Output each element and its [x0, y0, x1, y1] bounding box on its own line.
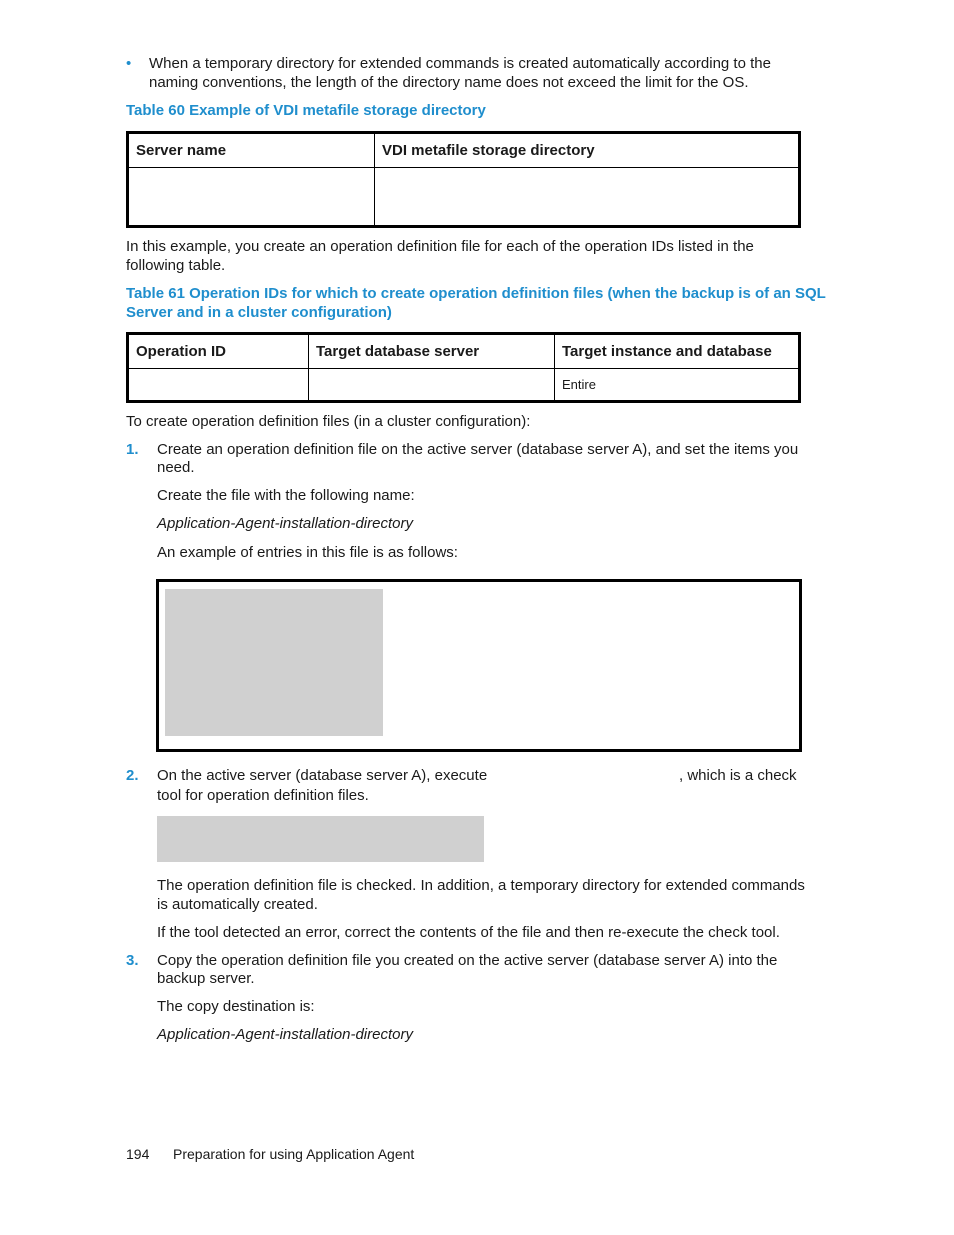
table61-header-target-server: Target database server [309, 334, 555, 369]
procedure-intro: To create operation definition files (in a cluster configuration): [126, 413, 531, 430]
table61-header-operation-id: Operation ID [128, 334, 309, 369]
table61-cell: Entire [555, 369, 800, 402]
bullet-text-line2: naming conventions, the length of the directory name does not exceed the limit for the OS. [149, 74, 749, 91]
table-row [128, 369, 800, 402]
step1-line1: Create an operation definition file on the active server (database server A), and set the items you [157, 441, 799, 458]
table60-caption: Table 60 Example of VDI metafile storage directory [126, 102, 486, 119]
intro-line1: In this example, you create an operation definition file for each of the operation IDs listed in the [126, 238, 754, 255]
step2-line1-left: On the active server (database server A), execute [157, 767, 488, 784]
table61-caption-line1: Table 61 Operation IDs for which to create operation definition files (when the backup is of an SQL [126, 285, 826, 302]
step2-number: 2. [126, 767, 139, 784]
step3-line1: Copy the operation definition file you created on the active server (database server A) into the [157, 952, 778, 969]
step1-line2: need. [157, 459, 195, 476]
step1-number: 1. [126, 441, 139, 458]
bullet-text-line1: When a temporary directory for extended commands is created automatically according to the [149, 55, 771, 72]
step1-p2: An example of entries in this file is as follows: [157, 544, 458, 561]
step3-line2: backup server. [157, 970, 255, 987]
intro-line2: following table. [126, 257, 226, 274]
table-row [128, 168, 800, 227]
step3-p1: The copy destination is: [157, 998, 315, 1015]
table61-cell [128, 369, 309, 402]
command-redacted-block [157, 816, 484, 862]
step2-p1-line2: is automatically created. [157, 896, 318, 913]
step2-p1-line1: The operation definition file is checked. In addition, a temporary directory for extended commands [157, 877, 805, 894]
table61-header-row [128, 334, 800, 369]
code-example-box [156, 579, 802, 752]
table60-header-vdi-dir: VDI metafile storage directory [375, 133, 800, 168]
code-redacted-block [165, 589, 383, 736]
step2-line2: tool for operation definition files. [157, 787, 369, 804]
table60 [126, 131, 801, 228]
table61-header-target-instance: Target instance and database [555, 334, 800, 369]
table61-caption-line2: Server and in a cluster configuration) [126, 304, 392, 321]
bullet-icon: • [126, 55, 132, 72]
step3-path: Application-Agent-installation-directory [157, 1026, 413, 1043]
step3-number: 3. [126, 952, 139, 969]
table60-cell [128, 168, 375, 227]
step2-line1-right: , which is a check [679, 767, 797, 784]
table60-cell [375, 168, 800, 227]
step1-path: Application-Agent-installation-directory [157, 515, 413, 532]
table61 [126, 332, 801, 403]
table60-header-server-name: Server name [128, 133, 375, 168]
page-number: 194 [126, 1146, 150, 1162]
step1-p1: Create the file with the following name: [157, 487, 415, 504]
footer-title: Preparation for using Application Agent [173, 1146, 415, 1162]
table61-cell [309, 369, 555, 402]
step2-p2: If the tool detected an error, correct the contents of the file and then re-execute the check tool. [157, 924, 780, 941]
table60-header-row [128, 133, 800, 168]
